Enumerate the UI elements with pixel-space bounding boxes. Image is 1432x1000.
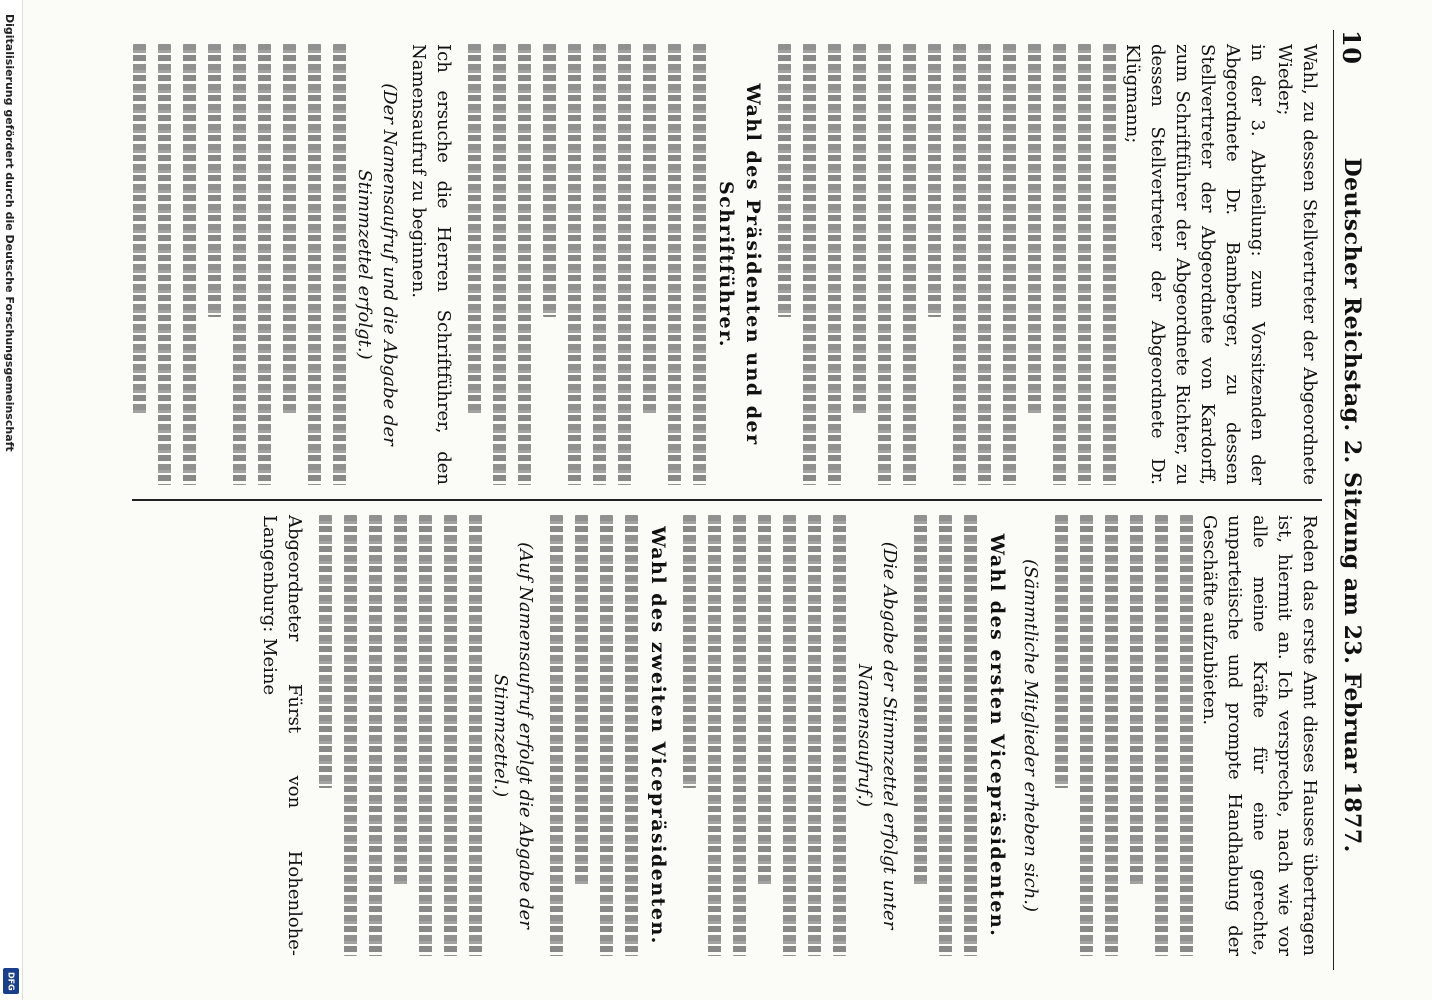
text-line: [419, 515, 432, 956]
text-line: [783, 515, 796, 956]
paragraph: Ich ersuche die Herren Schriftführer, den Namensaufruf zu beginnen.: [408, 44, 454, 485]
text-line: [808, 515, 821, 956]
text-line: [183, 44, 196, 485]
section-heading: Wahl des zweiten Vicepräsidenten.: [647, 526, 669, 945]
text-line: [1105, 515, 1118, 956]
running-title: Deutscher Reichstag. 2. Sitzung am 23. Februar 1877.: [1339, 157, 1365, 853]
text-line: [914, 515, 927, 885]
right-column: [132, 501, 1322, 970]
paragraph: Wahl, zu dessen Stellvertreter der Abgeordnete Wieder;: [1274, 44, 1320, 485]
text-line: [575, 515, 588, 885]
text-line: [394, 515, 407, 885]
text-line: [444, 515, 457, 956]
document-page: [92, 0, 1392, 1000]
section-heading: Wahl des Präsidenten und der Schriftführer.: [715, 83, 764, 446]
text-line: [1103, 44, 1116, 485]
text-columns: [132, 30, 1322, 970]
dfg-logo: DFG: [3, 968, 19, 994]
text-line: [625, 515, 638, 956]
text-line: [833, 515, 846, 956]
text-line: [543, 44, 556, 317]
text-line: [469, 515, 482, 956]
text-line: [493, 44, 506, 485]
text-line: [828, 44, 841, 485]
paragraph: in der 3. Abtheilung: zum Vorsitzenden der Abgeordnete Dr. Bamberger, zu dessen Stellvertreter der Abgeordnete von Kardorff, zum Schriftführer der Abgeordnete Richter, zu dessen Stellvertreter der Abgeordnete Dr. Klügmann;: [1122, 44, 1268, 485]
text-line: [643, 44, 656, 414]
stage-direction: (Die Abgabe der Stimmzettel erfolgt unter Namensaufruf.): [854, 541, 900, 930]
illegible-text-block: [550, 515, 638, 956]
page-number: 10: [1337, 30, 1367, 65]
text-line: [133, 44, 146, 414]
page-header: [1333, 30, 1370, 970]
text-line: [593, 44, 606, 485]
text-line: [283, 44, 296, 414]
text-line: [693, 44, 706, 485]
illegible-text-block: [468, 44, 706, 485]
paragraph: Reden das erste Amt dieses Hauses übertragen ist, hiermit an. Ich verspreche, nach wie vor alle meine Kräfte für eine gerechte, unparteiische und prompte Handhabung der Geschäfte aufzubieten.: [1199, 515, 1320, 956]
text-line: [1078, 44, 1091, 485]
text-line: [518, 44, 531, 485]
text-line: [1055, 515, 1068, 788]
text-line: [319, 515, 332, 788]
funding-side-strip: [0, 0, 23, 1000]
text-line: [258, 44, 271, 485]
text-line: [778, 44, 791, 317]
text-line: [1028, 44, 1041, 414]
text-line: [369, 515, 382, 956]
illegible-text-block: [778, 44, 1116, 485]
text-line: [1003, 44, 1016, 485]
illegible-text-block: [1055, 515, 1193, 956]
text-line: [733, 515, 746, 956]
text-line: [1053, 44, 1066, 485]
text-line: [333, 44, 346, 485]
text-line: [758, 515, 771, 885]
illegible-text-block: [319, 515, 482, 956]
text-line: [1130, 515, 1143, 885]
text-line: [158, 44, 171, 485]
text-line: [853, 44, 866, 414]
text-line: [308, 44, 321, 485]
funding-note: Digitalisierung gefördert durch die Deutsche Forschungsgemeinschaft: [3, 14, 16, 452]
stage-direction: (Sämmtliche Mitglieder erheben sich.): [1020, 558, 1041, 913]
text-line: [1180, 515, 1193, 956]
text-line: [903, 44, 916, 485]
text-line: [708, 515, 721, 956]
text-line: [600, 515, 613, 956]
stage-direction: (Auf Namensaufruf erfolgt die Abgabe der Stimmzettel.): [490, 542, 536, 929]
text-line: [468, 44, 481, 414]
illegible-text-block: [914, 515, 977, 956]
text-line: [683, 515, 696, 788]
text-line: [344, 515, 357, 956]
text-line: [939, 515, 952, 956]
text-line: [964, 515, 977, 956]
text-line: [233, 44, 246, 485]
text-line: [208, 44, 221, 317]
text-line: [878, 44, 891, 485]
illegible-text-block: [133, 44, 346, 485]
text-line: [803, 44, 816, 485]
text-line: [668, 44, 681, 485]
text-line: [1155, 515, 1168, 956]
paragraph: Abgeordneter Fürst von Hohenlohe-Langenburg: Meine: [259, 515, 305, 956]
text-line: [928, 44, 941, 317]
text-line: [1080, 515, 1093, 956]
section-heading: Wahl des ersten Vicepräsidenten.: [986, 533, 1008, 938]
text-line: [550, 515, 563, 956]
illegible-text-block: [683, 515, 846, 956]
text-line: [953, 44, 966, 485]
text-line: [978, 44, 991, 485]
left-column: [132, 30, 1322, 499]
text-line: [618, 44, 631, 485]
stage-direction: (Der Namensaufruf und die Abgabe der Stimmzettel erfolgt.): [354, 83, 400, 446]
text-line: [568, 44, 581, 485]
